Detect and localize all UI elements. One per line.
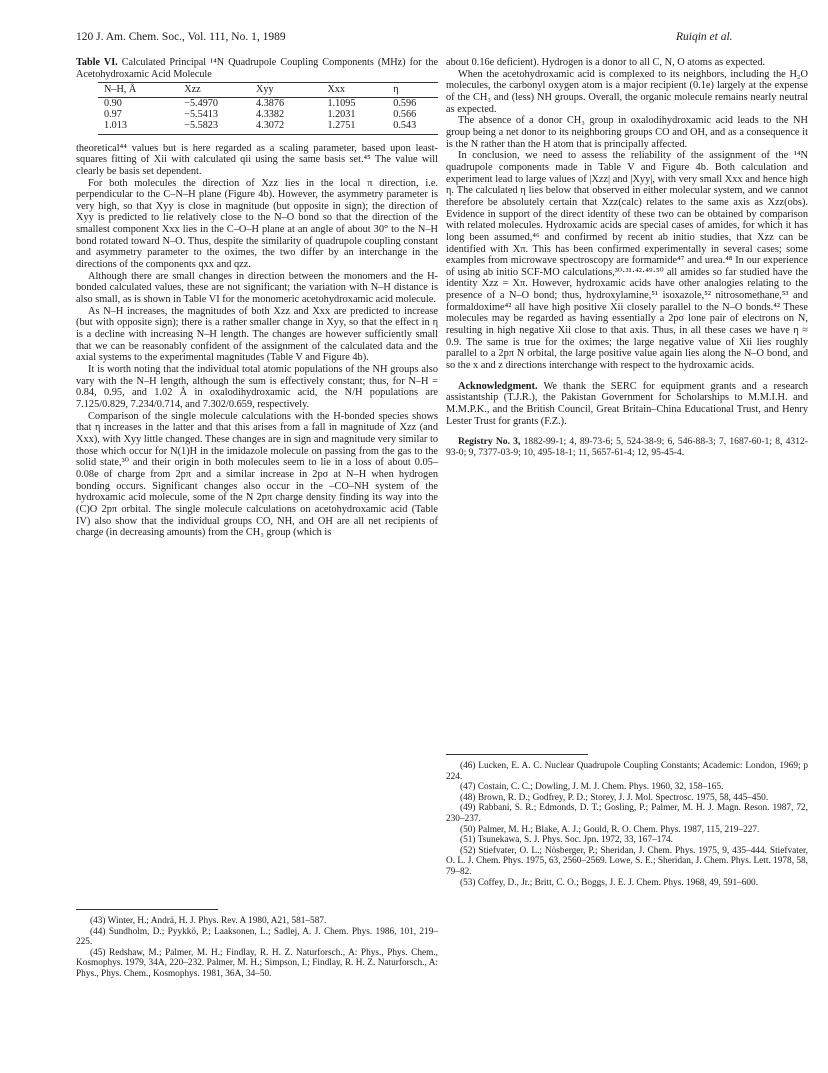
paragraph: When the acetohydroxamic acid is complexed to its neighbors, including the H₂O molecules, the carbonyl oxygen atom is a major recipient (0.1e) largely at the expense of the CH₃ and (less) NH groups. Overall, the organic molecule remains nearly neutral as expected. (446, 68, 808, 115)
table-header-cell: η (387, 83, 438, 98)
right-references (446, 754, 808, 888)
table-cell: 4.3382 (256, 108, 285, 120)
registry-heading: Registry No. 3, (458, 436, 521, 448)
registry-text: 1882-99-1; 4, 89-73-6; 5, 524-38-9; 6, 546-88-3; 7, 1687-60-1; 8, 4312-93-0; 9, 7377-03-9; 10, 495-18-1; 11, 5657-61-4; 12, 95-45-4. (446, 436, 809, 459)
reference-item: (51) Tsunekawa, S. J. Phys. Soc. Jpn. 1972, 33, 167–174. (460, 835, 674, 846)
right-column (446, 57, 808, 458)
table-cell: 0.90 (104, 97, 122, 109)
table-cell: 4.3876 (256, 97, 285, 109)
paragraph: In conclusion, we need to assess the reliability of the assignment of the ¹⁴N quadrupole components made in Table V and Figure 4b. Both calculation and experiment lead to large values of |Xzz| and |Xyy|, with very small Xxx and hence high η. The calculated η lies below that observed in either molecular system, and we cannot therefore be absolutely certain that Xzz(calc) relates to the same axis as Xzz(obs). Evidence in support of the direct identity of these two can be obtained by comparison with related molecules. Hydroxamic acids are special cases of amides, for which it has long been assumed,⁴⁶ and confirmed by recent ab initio studies, that Xzz can be identified with Xπ. This has been confirmed experimentally in several cases; some examples from microwave spectroscopy are formamide⁴⁷ and urea.⁴⁸ In our experience of using ab initio SCF-MO calculations,³⁰·³¹·⁴²·⁴⁹·⁵⁰ all amides so far studied have the identity Xzz = Xπ. However, hydroxamic acids have other analogies relating to the presence of a N–O bond; thus, hydroxylamine,⁵¹ isoxazole,⁵² nitrosomethane,⁵³ and formaldoxime⁴² all have high positive Xii closely parallel to the N–O bonds.⁴² These molecules may be regarded as having essentially a 2pσ lone pair of electrons on N, resulting in high negative Xii close to that axis. Thus, in all these cases we have η ≈ 0.9. The same is true for the oximes; the large negative value of Xii lies roughly parallel to a 2pπ N orbital, the large positive value again lies along the N–O bond, and so the x and z directions interchange with respect to the hydroxamic acids. (446, 150, 808, 372)
table-row (98, 120, 438, 134)
reference-item: (52) Stiefvater, O. L.; Nösberger, P.; Sheridan, J. Chem. Phys. 1975, 9, 435–444. Stiefvater, O. L. J. Chem. Phys. 1975, 63, 2560–2569. Lowe, S. E.; Sheridan, J. Chem. Phys. Lett. 1978, 58, 79–82. (446, 845, 808, 877)
table-header-cell: Xxx (321, 83, 387, 98)
registry-numbers (446, 436, 808, 458)
table-header-row (98, 83, 438, 98)
table-cell: 1.2751 (321, 120, 387, 134)
running-header: 120 J. Am. Chem. Soc., Vol. 111, No. 1, 1989 (76, 31, 286, 43)
acknowledgment-heading: Acknowledgment. (458, 380, 538, 392)
table-cell: 1.2031 (327, 108, 356, 120)
table-cell: 0.596 (393, 97, 417, 109)
reference-item: (47) Costain, C. C.; Dowling, J. M. J. Chem. Phys. 1960, 32, 158–165. (460, 782, 724, 793)
table-row (98, 97, 438, 109)
table-row (98, 109, 438, 120)
table-cell: −5.5823 (178, 120, 250, 134)
reference-item: (49) Rabbani, S. R.; Edmonds, D. T.; Gosling, P.; Palmer, M. H. J. Magn. Reson. 1987, 72, 230–237. (446, 803, 808, 824)
reference-item: (44) Sundholm, D.; Pyykkö, P.; Laaksonen, L.; Sadlej, A. J. Chem. Phys. 1986, 101, 219–225. (76, 926, 438, 948)
paragraph: theoretical⁴⁴ values but is here regarded as a scaling parameter, based upon least-squares fitting of Xii with calculated qii using the same basis set.⁴⁵ The value will clearly be basis set dependent. (76, 142, 438, 177)
table-vi (98, 82, 438, 135)
table-header-cell: Xyy (250, 83, 321, 98)
table-title: Table VI. (76, 57, 118, 68)
acknowledgment (446, 381, 808, 428)
left-references (76, 909, 438, 980)
paragraph: Comparison of the single molecule calculations with the H-bonded species shows that η increases in the latter and that this arises from a fall in magnitude of Xzz (and Xxx), with Xyy little changed. These changes are in sign and magnitude very similar to those which occur for N(1)H in the imidazole molecule on passing from the gas to the solid state,³⁰ and their origin in both molecules seem to lie in a loss of about 0.05–0.08e of charge from 2pπ and a similar increase in 2pσ at N–H when hydrogen bonding occurs. Significant changes also occur in the –CO–NH system of the hydroxamic acid molecule, some of the N 2pπ charge density finding its way into the (C)O 2pπ orbital. The single molecule calculations on acetohydroxamic acid (Table IV) also show that the individual groups CO, NH, and OH are all net recipients of charge (in decreasing amounts) from the CH₃ group (which is (76, 410, 438, 539)
paragraph: The absence of a donor CH₃ group in oxalodihydroxamic acid leads to the NH group being a net donor to its neighboring groups CO and OH, and as a consequence it is the N rather than the H atom that is principally affected. (446, 115, 808, 150)
reference-item: (45) Redshaw, M.; Palmer, M. H.; Findlay, R. H. Z. Naturforsch., A: Phys., Phys. Chem., Kosmophys. 1979, 34A, 220–232. Palmer, M. H.; Simpson, I.; Findlay, R. H. Z. Naturforsch., A: Phys., Phys. Chem., Kosmophys. 1981, 36A, 34–50. (76, 947, 438, 979)
footnote-rule (446, 754, 588, 755)
acknowledgment-text: We thank the SERC for equipment grants and a research assistantship (T.J.R.), the Pakistan Government for Scholarships to M.M.I.H. and M.M.P.K., and the British Council, Great Britain–China Educational Trust, and Henry Lester Trust for grants (F.Z.). (446, 380, 808, 427)
footnote-rule (76, 909, 218, 910)
paragraph: For both molecules the direction of Xzz lies in the local π direction, i.e. perpendicular to the C–N–H plane (Figure 4b). However, the asymmetry parameter is very high, so that Xyy is close in magnitude (but opposite in sign); the direction of Xyy is predicted to lie relatively close to the N–O bond so that the direction of the smallest component Xxx lies in the C–O–H plane at an angle of about 30° to the N–H bond rotated toward N–O. Thus, despite the similarity of quadrupole coupling constant and asymmetry parameter to the oximes, the two differ by an interchange in the directions of the components qxx and qzz. (76, 177, 438, 271)
table-header-cell: N–H, Å (98, 83, 178, 98)
reference-item: (53) Coffey, D., Jr.; Britt, C. O.; Boggs, J. E. J. Chem. Phys. 1968, 49, 591–600. (460, 877, 759, 888)
running-header-authors: Ruiqin et al. (676, 31, 733, 43)
table-cell: 1.013 (98, 120, 178, 134)
reference-item: (43) Winter, H.; Andrä, H. J. Phys. Rev. A 1980, A21, 581–587. (90, 916, 327, 926)
table-cell: 0.97 (104, 108, 122, 120)
table-header-cell: Xzz (178, 83, 250, 98)
paragraph: about 0.16e deficient). Hydrogen is a donor to all C, N, O atoms as expected. (446, 57, 766, 68)
table-cell: −5.4970 (184, 97, 218, 109)
table-caption (76, 57, 438, 80)
paragraph: As N–H increases, the magnitudes of both Xzz and Xxx are predicted to increase (but with opposite sign); there is a rather smaller change in Xyy, so that the effect in η is a decline with increasing N–H length. The changes are however sufficiently small that we can be reasonably confident of the assignment of the calculated data and the axial systems to the experimental magnitudes (Table V and Figure 4b). (76, 305, 438, 364)
table-cell: 4.3072 (250, 120, 321, 134)
left-column (76, 57, 438, 539)
paragraph: It is worth noting that the individual total atomic populations of the NH groups also vary with the N–H length, although the sum is effectively constant; thus, for N–H = 0.84, 0.95, and 1.02 Å in oxalodihydroxamic acid, the N/H populations are 7.125/0.829, 7.234/0.714, and 7.302/0.659, respectively. (76, 364, 438, 410)
table-cell: 0.543 (387, 120, 438, 134)
reference-item: (48) Brown, R. D.; Godfrey, P. D.; Storey, J. J. Mol. Spectrosc. 1975, 58, 445–450. (460, 792, 769, 803)
reference-item: (46) Lucken, E. A. C. Nuclear Quadrupole Coupling Constants; Academic: London, 1969; p 224. (446, 761, 808, 782)
table-cell: 1.1095 (327, 97, 356, 109)
table-cell: −5.5413 (184, 108, 218, 120)
paragraph: Although there are small changes in direction between the monomers and the H-bonded calculated values, these are not significant; the variation with N–H distance is also small, as is shown in Table VI for the monomeric acetohydroxamic acid molecule. (76, 270, 438, 306)
reference-item: (50) Palmer, M. H.; Blake, A. J.; Gould, R. O. Chem. Phys. 1987, 115, 219–227. (460, 824, 760, 835)
table-cell: 0.566 (393, 108, 417, 120)
table-caption-text: Calculated Principal ¹⁴N Quadrupole Coupling Components (MHz) for the Acetohydroxamic Acid Molecule (76, 57, 438, 80)
